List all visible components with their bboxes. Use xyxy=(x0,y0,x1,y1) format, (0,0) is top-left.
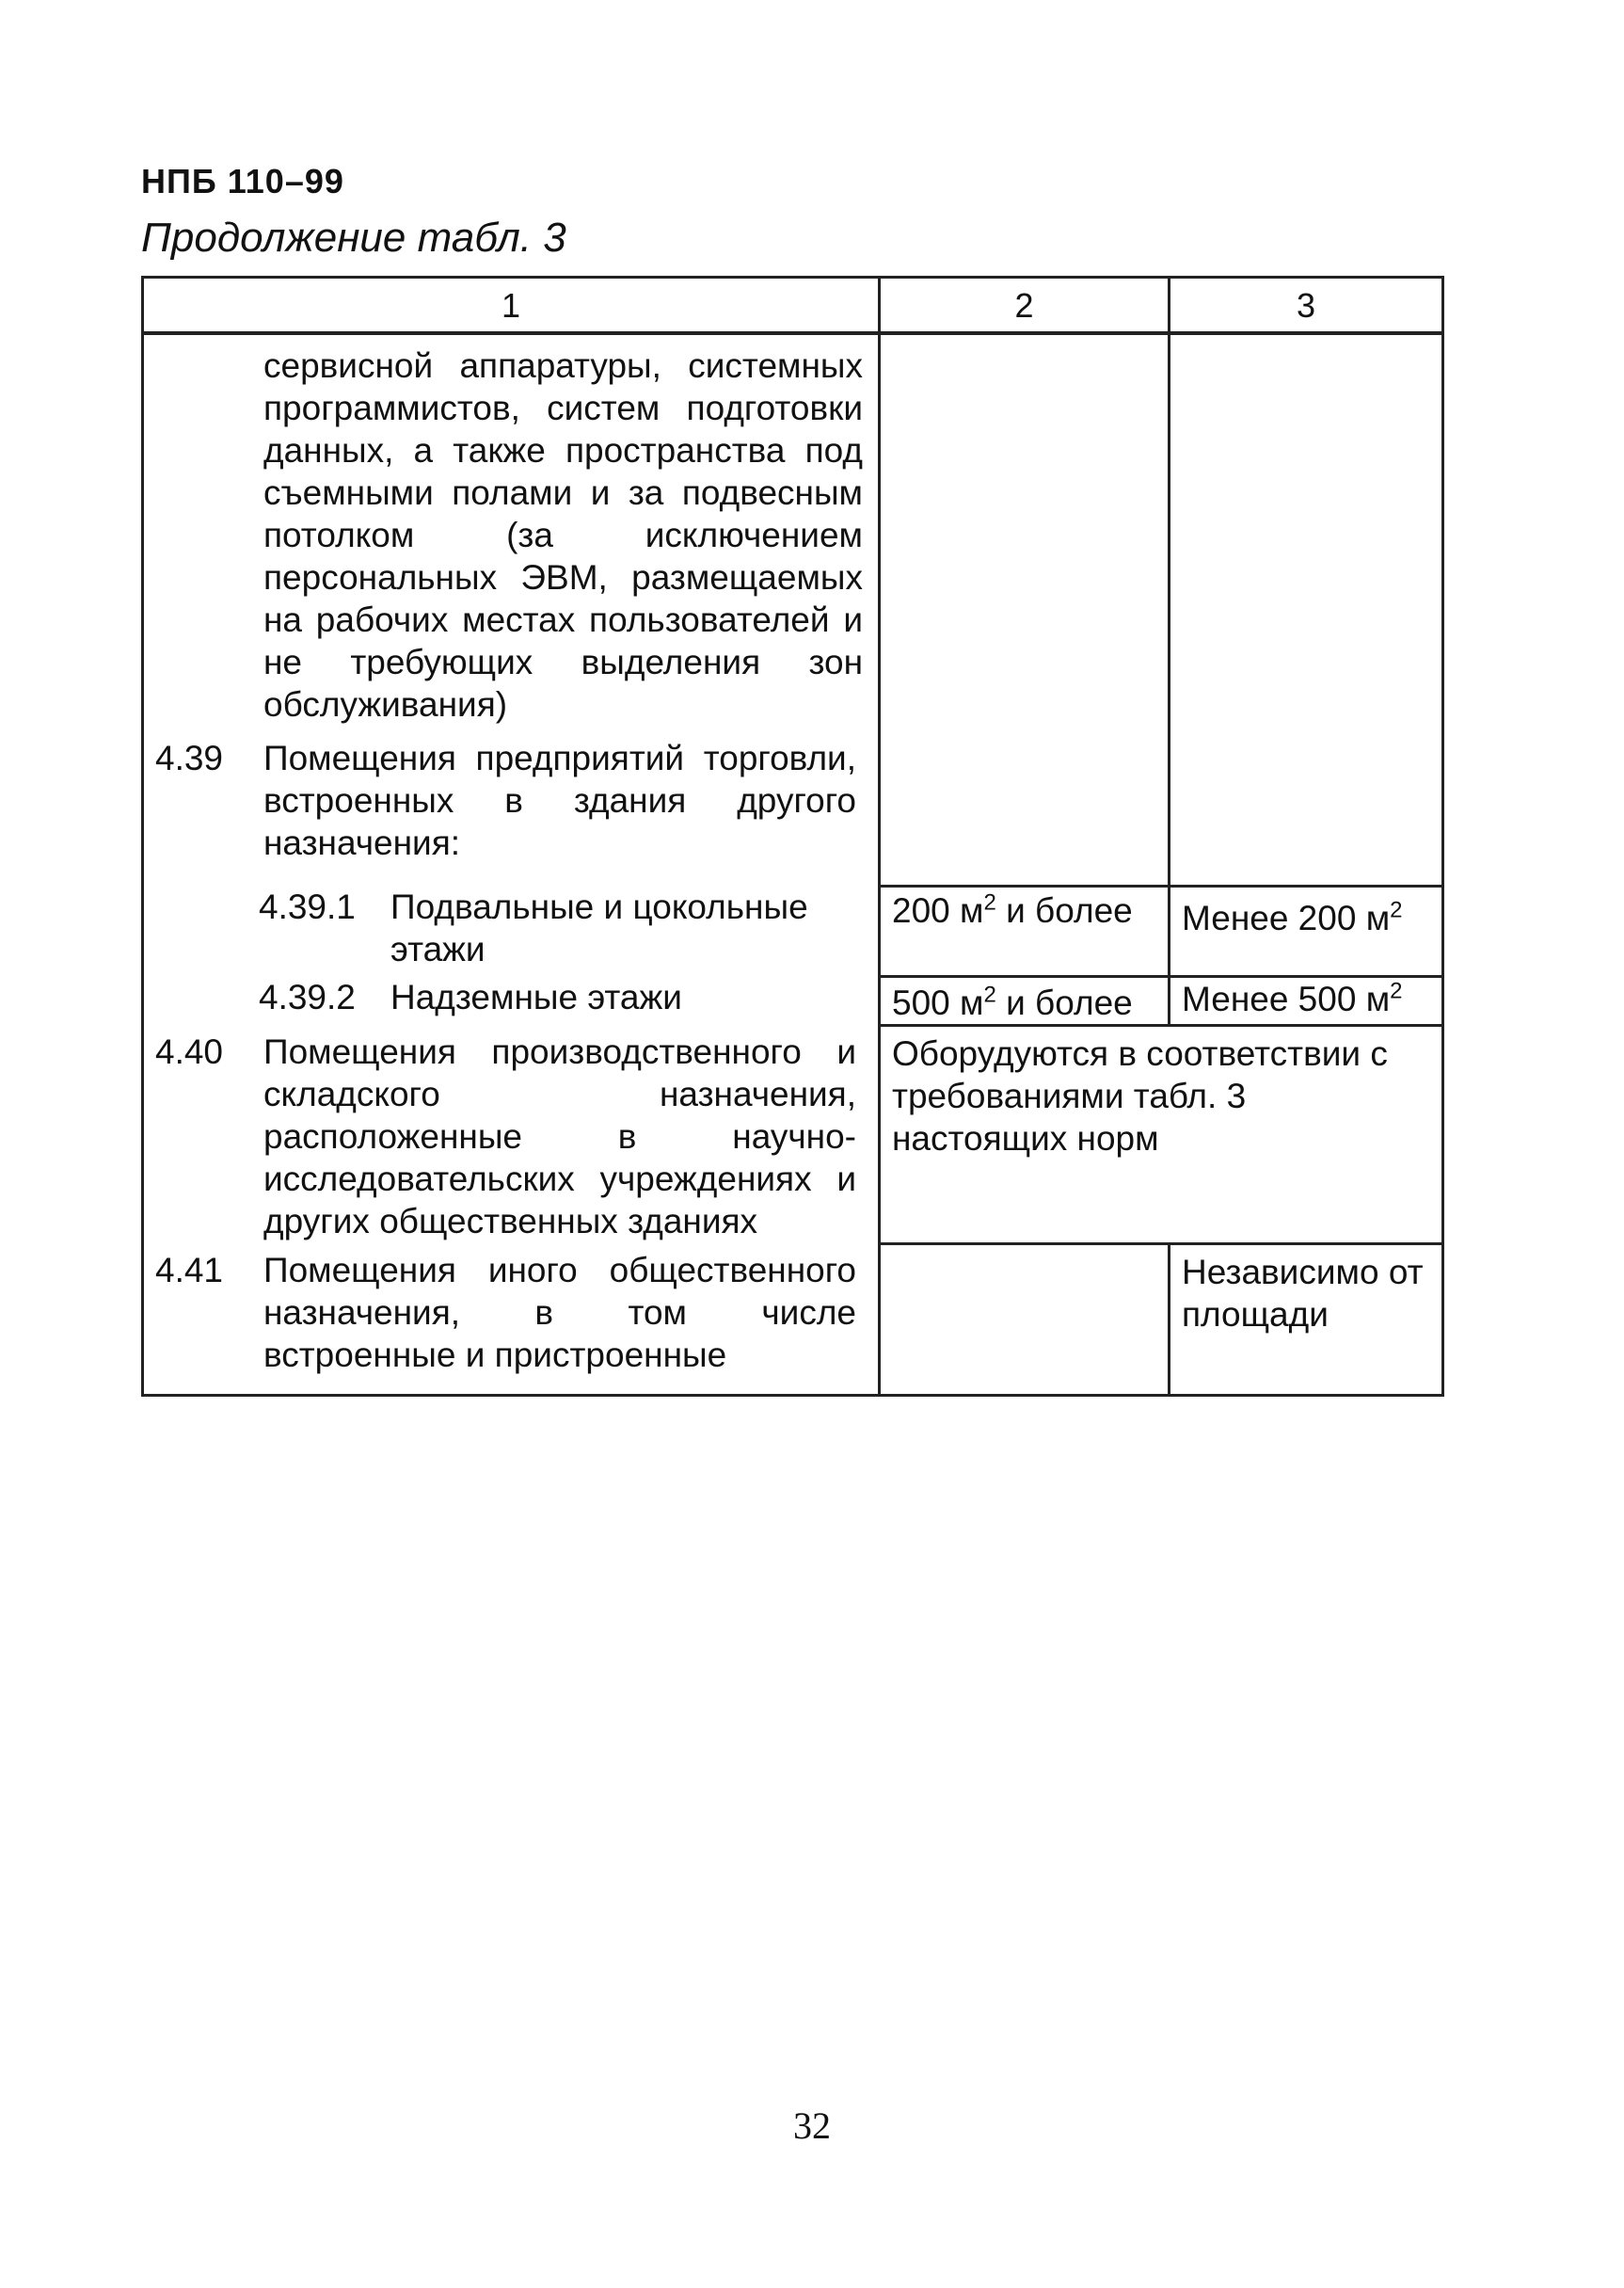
row-text: Подвальные и цокольные этажи xyxy=(390,888,808,968)
row-col2 xyxy=(880,1243,1170,1396)
row-col2 xyxy=(880,333,1170,886)
value-cell: 500 $м^2$ и более xyxy=(892,982,1133,1022)
row-text: Помещения производственного и складского назначения, расположенные в научно-исследовательских учреждениях и других общественных зданиях xyxy=(263,1032,856,1240)
row-number: 4.39 xyxy=(155,739,224,777)
value-cell: Менее 200 $м^2$ xyxy=(1182,897,1403,937)
table-header-row xyxy=(143,278,1443,334)
row-col2 xyxy=(880,976,1170,1025)
row-text: Надземные этажи xyxy=(390,978,682,1016)
continuation-text: сервисной аппаратуры, системных программистов, систем подготовки данных, а также пространства под съемными полами и за подвесным потолком (за исключением персональных ЭВМ, размещаемых на рабочих местах пользователей и не требующих выделения зон обслуживания) xyxy=(263,346,863,724)
value-cell: Независимо от площади xyxy=(1182,1252,1424,1334)
value-cell: 200 $м^2$ и более xyxy=(892,889,1133,930)
row-description xyxy=(143,976,880,1025)
table-row xyxy=(143,1025,1443,1243)
row-col2 xyxy=(880,886,1170,976)
merged-cell xyxy=(880,1025,1443,1243)
table-row xyxy=(143,1243,1443,1396)
row-number: 4.41 xyxy=(155,1251,224,1289)
row-col3 xyxy=(1170,1243,1443,1396)
value-cell: Менее 500 $м^2$ xyxy=(1182,978,1403,1018)
page-number: 32 xyxy=(793,2104,831,2147)
table-row xyxy=(143,976,1443,1025)
column-header-1: 1 xyxy=(143,278,880,334)
row-col3 xyxy=(1170,976,1443,1025)
norms-table xyxy=(141,276,1444,1397)
document-code: НПБ 110–99 xyxy=(141,162,344,200)
table-row xyxy=(143,333,1443,886)
row-text: Помещения предприятий торговли, встроенных в здания другого назначения: xyxy=(263,739,856,862)
row-col3 xyxy=(1170,333,1443,886)
column-header-2: 2 xyxy=(880,278,1170,334)
row-text: Помещения иного общественного назначения, в том числе встроенные и пристроенные xyxy=(263,1251,856,1374)
row-description xyxy=(143,333,880,886)
row-description xyxy=(143,1243,880,1396)
row-number: 4.40 xyxy=(155,1032,224,1071)
row-col3 xyxy=(1170,886,1443,976)
row-number: 4.39.1 xyxy=(259,888,356,926)
merged-text: Оборудуются в соответствии с требованиями табл. 3 настоящих норм xyxy=(892,1033,1388,1158)
table-row xyxy=(143,886,1443,976)
row-description xyxy=(143,886,880,976)
table-caption: Продолжение табл. 3 xyxy=(141,215,566,261)
row-number: 4.39.2 xyxy=(259,978,356,1016)
column-header-3: 3 xyxy=(1170,278,1443,334)
row-description xyxy=(143,1025,880,1243)
